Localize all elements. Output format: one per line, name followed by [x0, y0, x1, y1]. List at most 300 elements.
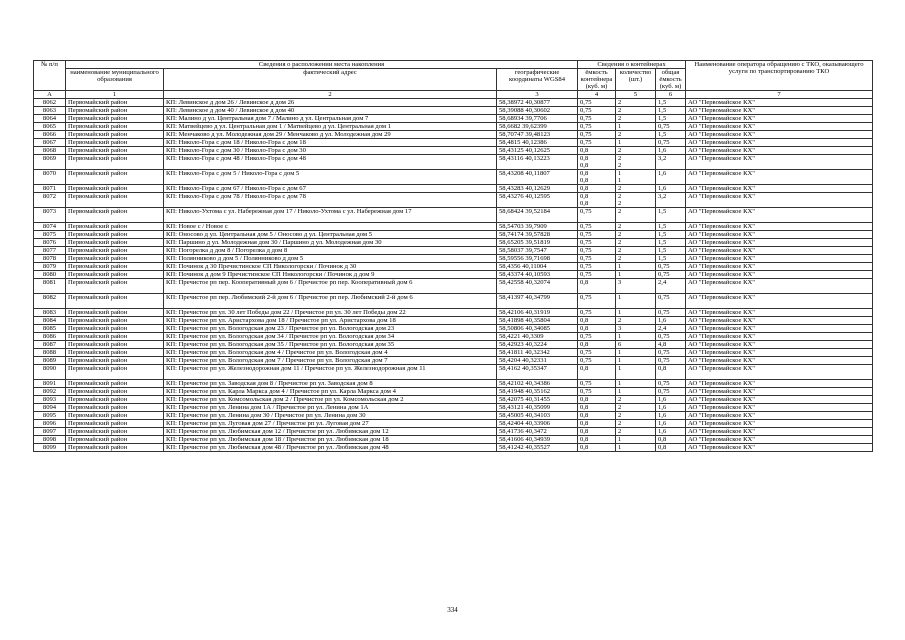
capacity-cell-line: 0,8 — [580, 444, 589, 451]
municipality-cell: Первомайский район — [66, 349, 164, 357]
address-cell: КП: Пречистое рп ул. 30 лет Победы дом 22 / Пречистое рп ул. 30 лет Победы дом 22 — [164, 309, 497, 317]
table-row — [34, 147, 873, 155]
address-cell: КП: Николо-Гора с дом 18 / Николо-Гора с дом 18 — [164, 139, 497, 147]
operator-cell: АО "Первомайское КХ" — [686, 263, 873, 271]
count-cell — [616, 294, 656, 309]
capacity-cell-line: 0,8 — [580, 436, 589, 443]
num-cell: 8069 — [34, 155, 66, 170]
operator-cell: АО "Первомайское КХ" — [686, 420, 873, 428]
index-cell: 7 — [686, 91, 873, 99]
total-cell: 1,5 — [656, 115, 686, 123]
total-cell: 1,6 — [656, 317, 686, 325]
total-cell: 0,75 — [656, 380, 686, 388]
address-cell: КП: Николо-Гора с дом 48 / Николо-Гора с дом 48 — [164, 155, 497, 170]
total-cell: 0,8 — [656, 444, 686, 452]
index-cell: 6 — [656, 91, 686, 99]
header-capacity: ёмкость контейнера (куб. м) — [578, 69, 616, 91]
num-cell: 8071 — [34, 185, 66, 193]
municipality-cell: Первомайский район — [66, 428, 164, 436]
capacity-cell-line: 0,8 — [580, 404, 589, 411]
capacity-cell — [578, 123, 616, 131]
capacity-cell — [578, 380, 616, 388]
operator-cell: АО "Первомайское КХ" — [686, 365, 873, 380]
municipality-cell: Первомайский район — [66, 309, 164, 317]
header-municipality: наименование муниципального образования — [66, 69, 164, 91]
address-cell: КП: Матвейцево д ул. Центральная дом 1 / Матвейцево д ул. Центральная дом 1 — [164, 123, 497, 131]
table-row — [34, 193, 873, 208]
table-row — [34, 155, 873, 170]
table-row — [34, 341, 873, 349]
address-cell: КП: Новое с / Новое с — [164, 223, 497, 231]
capacity-cell — [578, 223, 616, 231]
total-cell: 1,6 — [656, 404, 686, 412]
address-cell: КП: Погорелка д дом 8 / Погорелка д дом 8 — [164, 247, 497, 255]
capacity-cell — [578, 131, 616, 139]
address-cell: КП: Пречистое рп ул. Комсомольская дом 2 / Пречистое рп ул. Комсомольская дом 2 — [164, 396, 497, 404]
municipality-cell: Первомайский район — [66, 279, 164, 294]
num-cell: 8074 — [34, 223, 66, 231]
total-cell: 1,5 — [656, 107, 686, 115]
municipality-cell: Первомайский район — [66, 193, 164, 208]
num-cell: 8083 — [34, 309, 66, 317]
header-coords: географические координаты WGS84 — [497, 69, 578, 91]
count-cell — [616, 341, 656, 349]
count-cell-line — [618, 215, 653, 222]
operator-cell: АО "Первомайское КХ" — [686, 428, 873, 436]
operator-cell: АО "Первомайское КХ" — [686, 139, 873, 147]
address-cell: КП: Пречистое рп ул. Вологодская дом 34 / Пречистое рп ул. Вологодская дом 34 — [164, 333, 497, 341]
table-row — [34, 436, 873, 444]
total-cell: 1,6 — [656, 147, 686, 155]
num-cell: 8072 — [34, 193, 66, 208]
capacity-cell-line: 0,8 — [580, 147, 589, 154]
table-row — [34, 388, 873, 396]
count-cell-line: 2 — [618, 147, 622, 154]
total-cell: 1,5 — [656, 131, 686, 139]
table-row — [34, 247, 873, 255]
address-cell: КП: Николо-Гора с дом 67 / Николо-Гора с дом 67 — [164, 185, 497, 193]
count-cell — [616, 231, 656, 239]
capacity-cell-line: 0,8 — [580, 170, 589, 177]
table-row — [34, 263, 873, 271]
num-cell: 8063 — [34, 107, 66, 115]
count-cell — [616, 239, 656, 247]
capacity-cell — [578, 139, 616, 147]
table-row — [34, 325, 873, 333]
address-cell: КП: Пречистое рп ул. Луговая дом 27 / Пречистое рп ул. Луговая дом 27 — [164, 420, 497, 428]
capacity-cell-line: 0,8 — [580, 325, 589, 332]
count-cell-line: 2 — [618, 162, 622, 169]
municipality-cell: Первомайский район — [66, 271, 164, 279]
address-cell: КП: Николо-Ухтома с ул. Набережная дом 17 / Николо-Ухтома с ул. Набережная дом 17 — [164, 208, 497, 223]
count-cell — [616, 155, 656, 170]
municipality-cell: Первомайский район — [66, 170, 164, 185]
num-cell: 8079 — [34, 263, 66, 271]
operator-cell: АО "Первомайское КХ" — [686, 380, 873, 388]
address-cell: КП: Пречистое рп пер. Любимский 2-й дом 6 / Пречистое рп пер. Любимский 2-й дом 6 — [164, 294, 497, 309]
capacity-cell — [578, 99, 616, 107]
table-row — [34, 294, 873, 309]
count-cell-line: 2 — [618, 412, 622, 419]
num-cell: 8089 — [34, 357, 66, 365]
count-cell-line: 1 — [618, 365, 622, 372]
coords-cell: 58,43116 40,13223 — [497, 155, 578, 170]
address-cell: КП: Николо-Гора с дом 30 / Николо-Гора с дом 30 — [164, 147, 497, 155]
num-cell: 8084 — [34, 317, 66, 325]
operator-cell: АО "Первомайское КХ" — [686, 193, 873, 208]
municipality-cell: Первомайский район — [66, 263, 164, 271]
capacity-cell-line: 0,75 — [580, 223, 592, 230]
num-cell: 8098 — [34, 436, 66, 444]
capacity-cell-line: 0,75 — [580, 231, 592, 238]
operator-cell: АО "Первомайское КХ" — [686, 107, 873, 115]
municipality-cell: Первомайский район — [66, 333, 164, 341]
address-cell: КП: Пречистое рп ул. Любимская дом 12 / Пречистое рп ул. Любимская дом 12 — [164, 428, 497, 436]
operator-cell: АО "Первомайское КХ" — [686, 223, 873, 231]
count-cell — [616, 396, 656, 404]
operator-cell: АО "Первомайское КХ" — [686, 317, 873, 325]
table-row — [34, 444, 873, 452]
operator-cell: АО "Первомайское КХ" — [686, 333, 873, 341]
capacity-cell-line: 0,75 — [580, 107, 592, 114]
count-cell — [616, 208, 656, 223]
table-row — [34, 412, 873, 420]
table-row — [34, 107, 873, 115]
capacity-cell-line: 0,75 — [580, 357, 592, 364]
operator-cell: АО "Первомайское КХ" — [686, 294, 873, 309]
total-cell: 1,6 — [656, 185, 686, 193]
coords-cell: 58,4356 40,11004 — [497, 263, 578, 271]
count-cell-line: 1 — [618, 294, 622, 301]
operator-cell: АО "Первомайское КХ" — [686, 170, 873, 185]
municipality-cell: Первомайский район — [66, 223, 164, 231]
count-cell — [616, 349, 656, 357]
coords-cell: 58,41397 40,34799 — [497, 294, 578, 309]
document-page — [33, 60, 872, 452]
count-cell — [616, 263, 656, 271]
count-cell-line: 2 — [618, 223, 622, 230]
capacity-cell-line: 0,75 — [580, 333, 592, 340]
capacity-cell-line — [580, 301, 613, 308]
count-cell-line: 2 — [618, 155, 622, 162]
total-cell: 1,6 — [656, 396, 686, 404]
count-cell-line: 2 — [618, 396, 622, 403]
address-cell: КП: Пречистое рп ул. Вологодская дом 4 / Пречистое рп ул. Вологодская дом 4 — [164, 349, 497, 357]
count-cell-line: 2 — [618, 193, 622, 200]
operator-cell: АО "Первомайское КХ" — [686, 279, 873, 294]
num-cell: 8081 — [34, 279, 66, 294]
capacity-cell-line: 0,8 — [580, 193, 589, 200]
coords-cell: 58,42558 40,32074 — [497, 279, 578, 294]
capacity-cell — [578, 341, 616, 349]
capacity-cell — [578, 349, 616, 357]
count-cell — [616, 325, 656, 333]
operator-cell: АО "Первомайское КХ" — [686, 155, 873, 170]
address-cell: КП: Починок д дом 9 Пречистинское СП Никологорски / Починок д дом 9 — [164, 271, 497, 279]
address-cell: КП: Паршино д ул. Молодежная дом 30 / Паршино д ул. Молодежная дом 30 — [164, 239, 497, 247]
total-cell: 0,8 — [656, 436, 686, 444]
capacity-cell-line: 0,75 — [580, 123, 592, 130]
count-cell-line — [618, 372, 653, 379]
count-cell — [616, 131, 656, 139]
coords-cell: 58,42923 40,3224 — [497, 341, 578, 349]
count-cell-line: 2 — [618, 231, 622, 238]
coords-cell: 58,41898 40,35804 — [497, 317, 578, 325]
count-cell-line: 1 — [618, 263, 622, 270]
table-row — [34, 420, 873, 428]
count-cell — [616, 193, 656, 208]
table-row — [34, 396, 873, 404]
num-cell: 8086 — [34, 333, 66, 341]
capacity-cell — [578, 420, 616, 428]
count-cell — [616, 123, 656, 131]
num-cell: 8070 — [34, 170, 66, 185]
operator-cell: АО "Первомайское КХ" — [686, 412, 873, 420]
capacity-cell — [578, 271, 616, 279]
table-row — [34, 170, 873, 185]
count-cell-line: 2 — [618, 200, 622, 207]
capacity-cell-line: 0,75 — [580, 294, 592, 301]
total-cell: 1,6 — [656, 420, 686, 428]
count-cell — [616, 365, 656, 380]
table-row — [34, 231, 873, 239]
count-cell-line: 2 — [618, 317, 622, 324]
capacity-cell — [578, 263, 616, 271]
count-cell-line: 2 — [618, 255, 622, 262]
count-cell — [616, 436, 656, 444]
total-cell: 0,75 — [656, 123, 686, 131]
address-cell: КП: Пречистое рп ул. Вологодская дом 7 / Пречистое рп ул. Вологодская дом 7 — [164, 357, 497, 365]
capacity-cell-line: 0,8 — [580, 341, 589, 348]
count-cell-line: 1 — [618, 388, 622, 395]
capacity-cell — [578, 412, 616, 420]
index-cell: 3 — [497, 91, 578, 99]
capacity-cell-line — [580, 286, 613, 293]
table-row — [34, 333, 873, 341]
operator-cell: АО "Первомайское КХ" — [686, 309, 873, 317]
address-cell: КП: Пречистое рп пер. Кооперативный дом 6 / Пречистое рп пер. Кооперативный дом 6 — [164, 279, 497, 294]
coords-cell: 58,38972 40,30877 — [497, 99, 578, 107]
operator-cell: АО "Первомайское КХ" — [686, 341, 873, 349]
capacity-cell-line: 0,75 — [580, 247, 592, 254]
num-cell: 8091 — [34, 380, 66, 388]
capacity-cell-line: 0,8 — [580, 317, 589, 324]
coords-cell: 58,41606 40,34939 — [497, 436, 578, 444]
num-cell: 8075 — [34, 231, 66, 239]
coords-cell: 58,54703 39,7909 — [497, 223, 578, 231]
count-cell-line — [618, 301, 653, 308]
table-row — [34, 349, 873, 357]
total-cell: 1,5 — [656, 239, 686, 247]
count-cell-line: 2 — [618, 185, 622, 192]
operator-cell: АО "Первомайское КХ" — [686, 349, 873, 357]
header-count: количество (шт.) — [616, 69, 656, 91]
capacity-cell — [578, 107, 616, 115]
num-cell: 8080 — [34, 271, 66, 279]
table-row — [34, 123, 873, 131]
count-cell — [616, 255, 656, 263]
operator-cell: АО "Первомайское КХ" — [686, 325, 873, 333]
address-cell: КП: Николо-Гора с дом 5 / Николо-Гора с дом 5 — [164, 170, 497, 185]
page-number: 334 — [447, 606, 458, 614]
capacity-cell-line: 0,8 — [580, 396, 589, 403]
table-row — [34, 317, 873, 325]
num-cell: 8087 — [34, 341, 66, 349]
municipality-cell: Первомайский район — [66, 444, 164, 452]
count-cell-line: 6 — [618, 341, 622, 348]
coords-cell: 58,58037 39,7547 — [497, 247, 578, 255]
table-row — [34, 365, 873, 380]
table-row — [34, 99, 873, 107]
table-body — [34, 99, 873, 452]
total-cell: 1,6 — [656, 170, 686, 185]
count-cell — [616, 271, 656, 279]
total-cell: 0,75 — [656, 263, 686, 271]
coords-cell: 58,43374 40,10593 — [497, 271, 578, 279]
municipality-cell: Первомайский район — [66, 388, 164, 396]
operator-cell: АО "Первомайское КХ" — [686, 123, 873, 131]
total-cell: 0,75 — [656, 139, 686, 147]
address-cell: КП: Николо-Гора с дом 78 / Николо-Гора с дом 78 — [164, 193, 497, 208]
municipality-cell: Первомайский район — [66, 317, 164, 325]
capacity-cell-line: 0,8 — [580, 428, 589, 435]
count-cell — [616, 99, 656, 107]
count-cell — [616, 404, 656, 412]
coords-cell: 58,41242 40,35527 — [497, 444, 578, 452]
table-row — [34, 239, 873, 247]
capacity-cell — [578, 247, 616, 255]
coords-cell: 58,39088 40,30602 — [497, 107, 578, 115]
num-cell: 8068 — [34, 147, 66, 155]
num-cell: 8094 — [34, 404, 66, 412]
count-cell — [616, 115, 656, 123]
operator-cell: АО "Первомайское КХ" — [686, 131, 873, 139]
address-cell: КП: Пречистое рп ул. Аристархова дом 18 / Пречистое рп ул. Аристархова дом 18 — [164, 317, 497, 325]
capacity-cell-line — [580, 215, 613, 222]
coords-cell: 58,42075 40,31455 — [497, 396, 578, 404]
header-num: № п/п — [34, 61, 66, 91]
operator-cell: АО "Первомайское КХ" — [686, 115, 873, 123]
count-cell-line: 1 — [618, 123, 622, 130]
coords-cell: 58,4204 40,32331 — [497, 357, 578, 365]
capacity-cell — [578, 333, 616, 341]
capacity-cell-line: 0,75 — [580, 380, 592, 387]
capacity-cell-line: 0,8 — [580, 279, 589, 286]
num-cell: 8093 — [34, 396, 66, 404]
coords-cell: 58,68424 39,52184 — [497, 208, 578, 223]
count-cell-line: 1 — [618, 170, 622, 177]
total-cell: 1,5 — [656, 255, 686, 263]
total-cell: 1,5 — [656, 99, 686, 107]
coords-cell: 58,42106 40,31919 — [497, 309, 578, 317]
capacity-cell — [578, 170, 616, 185]
operator-cell: АО "Первомайское КХ" — [686, 185, 873, 193]
total-cell: 0,75 — [656, 333, 686, 341]
num-cell: 8085 — [34, 325, 66, 333]
count-cell — [616, 333, 656, 341]
capacity-cell — [578, 208, 616, 223]
index-cell: А — [34, 91, 66, 99]
coords-cell: 58,43276 40,12595 — [497, 193, 578, 208]
address-cell: КП: Пречистое рп ул. Карла Маркса дом 4 / Пречистое рп ул. Карла Маркса дом 4 — [164, 388, 497, 396]
count-cell-line: 1 — [618, 177, 622, 184]
table-row — [34, 271, 873, 279]
coords-cell: 58,4815 40,12386 — [497, 139, 578, 147]
address-cell: КП: Пречистое рп ул. Железнодорожная дом 11 / Пречистое рп ул. Железнодорожная дом 11 — [164, 365, 497, 380]
header-row-1 — [34, 61, 873, 69]
count-cell-line: 3 — [618, 325, 622, 332]
count-cell-line: 1 — [618, 349, 622, 356]
capacity-cell — [578, 279, 616, 294]
operator-cell: АО "Первомайское КХ" — [686, 271, 873, 279]
count-cell — [616, 247, 656, 255]
table-row — [34, 131, 873, 139]
count-cell — [616, 412, 656, 420]
address-cell: КП: Пречистое рп ул. Ленина дом 30 / Пречистое рп ул. Ленина дом 30 — [164, 412, 497, 420]
municipality-cell: Первомайский район — [66, 436, 164, 444]
total-cell: 2,4 — [656, 279, 686, 294]
table-row — [34, 380, 873, 388]
operator-cell: АО "Первомайское КХ" — [686, 147, 873, 155]
table-row — [34, 208, 873, 223]
total-cell: 0,75 — [656, 294, 686, 309]
count-cell — [616, 185, 656, 193]
capacity-cell — [578, 294, 616, 309]
municipality-cell: Первомайский район — [66, 99, 164, 107]
header-location-group: Сведения о расположении места накопления — [66, 61, 578, 69]
capacity-cell-line: 0,75 — [580, 388, 592, 395]
count-cell-line: 1 — [618, 309, 622, 316]
count-cell — [616, 170, 656, 185]
table-row — [34, 428, 873, 436]
capacity-cell — [578, 185, 616, 193]
index-cell: 2 — [164, 91, 497, 99]
municipality-cell: Первомайский район — [66, 231, 164, 239]
capacity-cell — [578, 309, 616, 317]
municipality-cell: Первомайский район — [66, 147, 164, 155]
count-cell — [616, 139, 656, 147]
num-cell: 8067 — [34, 139, 66, 147]
num-cell: 8096 — [34, 420, 66, 428]
municipality-cell: Первомайский район — [66, 404, 164, 412]
coords-cell: 58,43283 40,12629 — [497, 185, 578, 193]
operator-cell: АО "Первомайское КХ" — [686, 247, 873, 255]
capacity-cell-line: 0,8 — [580, 177, 589, 184]
index-cell: 1 — [66, 91, 164, 99]
count-cell-line: 1 — [618, 271, 622, 278]
num-cell: 8077 — [34, 247, 66, 255]
total-cell: 1,5 — [656, 247, 686, 255]
operator-cell: АО "Первомайское КХ" — [686, 444, 873, 452]
address-cell: КП: Пречистое рп ул. Вологодская дом 35 / Пречистое рп ул. Вологодская дом 35 — [164, 341, 497, 349]
total-cell: 2,4 — [656, 325, 686, 333]
count-cell-line: 3 — [618, 279, 622, 286]
coords-cell: 58,4221 40,3309 — [497, 333, 578, 341]
count-cell-line: 2 — [618, 420, 622, 427]
operator-cell: АО "Первомайское КХ" — [686, 208, 873, 223]
address-cell: КП: Починок д 30 Пречистинское СП Никологорски / Починок д 30 — [164, 263, 497, 271]
total-cell: 3,2 — [656, 193, 686, 208]
address-cell: КП: Пречистое рп ул. Любимская дом 48 / Пречистое рп ул. Любимская дом 48 — [164, 444, 497, 452]
municipality-cell: Первомайский район — [66, 115, 164, 123]
operator-cell: АО "Первомайское КХ" — [686, 396, 873, 404]
num-cell: 8082 — [34, 294, 66, 309]
coords-cell: 58,59556 39,71698 — [497, 255, 578, 263]
header-containers-group: Сведения о контейнерах — [578, 61, 686, 69]
num-cell: 8066 — [34, 131, 66, 139]
municipality-cell: Первомайский район — [66, 420, 164, 428]
operator-cell: АО "Первомайское КХ" — [686, 357, 873, 365]
